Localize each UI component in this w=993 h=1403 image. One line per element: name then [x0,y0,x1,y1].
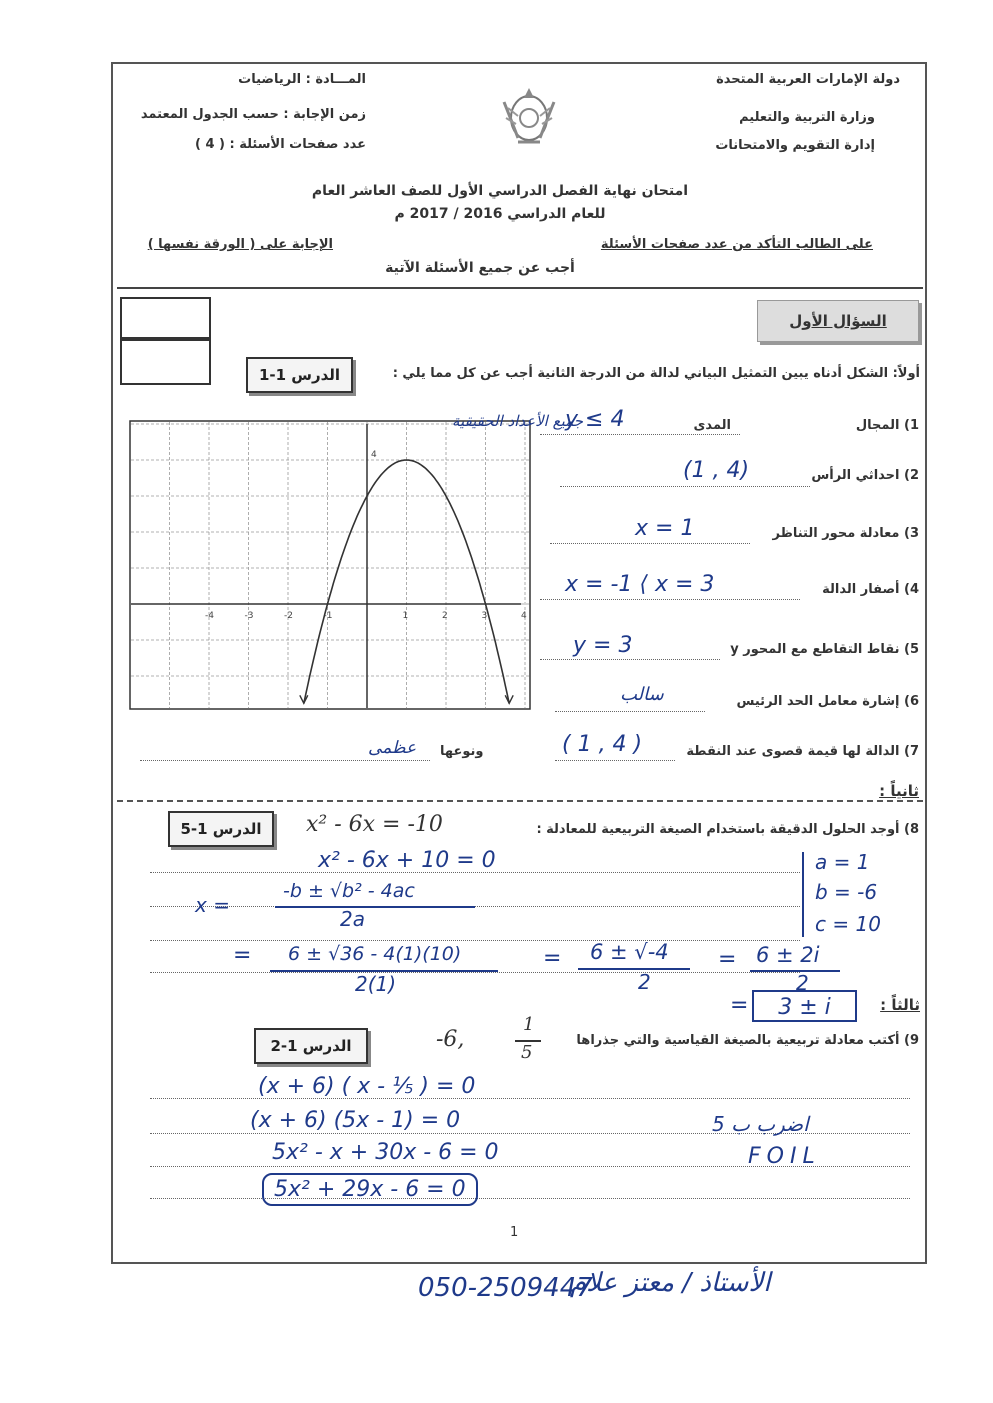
q1-answer-line [540,434,740,435]
answer-time-label: زمن الإجابة : حسب الجدول المعتمد [140,107,366,122]
q2-label: 2) احداثي الرأس [811,468,919,483]
teacher-name: الأستاذ / معتز علام [570,1268,771,1298]
q8-label: 8) أوجد الحلول الدقيقة باستخدام الصيغة التربيعية للمعادلة : [536,822,919,837]
q7-label: 7) الدالة لها قيمة قصوى عند النقطة [686,744,919,759]
q7-point-answer: ( 1 , 4 ) [562,732,643,757]
q8-line-2 [150,906,800,907]
q9-note-foil: FOIL [748,1144,821,1169]
q3-answer-line [550,543,750,544]
q3-answer: x = 1 [635,516,695,541]
q1-range-answer: y ≤ 4 [565,407,625,432]
q5-answer: y = 3 [573,633,633,658]
formula-numerator: -b ± √b² - 4ac [283,880,415,902]
country-name: دولة الإمارات العربية المتحدة [716,72,900,87]
part1-intro: أولاً: الشكل أدناه يبين التمثيل البياني لدالة من الدرجة الثانية أجب عن كل مما يلي : [392,366,920,381]
formula-fraction-bar [275,906,475,908]
q7-type-answer: عظمى [368,738,417,758]
part2-separator [117,800,923,802]
lesson-1-5-badge: الدرس 1-5 [168,811,274,847]
simplified-fraction-bar [750,970,840,972]
simplified-denominator: 2 [796,971,809,995]
y-tick-label: 4 [371,450,377,460]
q9-work-line3: 5x² - x + 30x - 6 = 0 [272,1140,499,1165]
q1-domain-answer: جميع الأعداد الحقيقية [452,412,584,430]
answer-on-paper-note: الإجابة على ( الورقة نفسها ) [147,237,333,252]
x-tick-label: -4 [205,611,214,621]
emblem-icon [498,82,560,150]
q3-label: 3) معادلة محور التناظر [772,526,919,541]
page-number: 1 [510,1225,519,1240]
subject-label: المـــادة : الرياضيات [238,72,366,87]
q8-equation: x² - 6x = -10 [306,812,443,837]
equals-2: = [543,946,562,971]
parabola-graph [129,420,531,710]
substituted-denominator: 2(1) [355,972,397,996]
q6-answer: سالب [620,684,664,705]
step-fraction-bar [578,968,690,970]
academic-year: للعام الدراسي 2016 / 2017 م [394,206,606,222]
q1-range-label: المدى [693,418,731,433]
coef-bracket [802,852,804,937]
q9-work-line1: (x + 6) ( x - ⅕ ) = 0 [258,1074,476,1099]
x-equals: x = [195,893,230,917]
part3-title: ثالثاً : [880,996,920,1014]
score-box-top[interactable] [120,297,211,339]
q9-root2-denominator: 5 [521,1042,533,1063]
q9-label: 9) أكتب معادلة تربيعية بالصيغة القياسية والتي جذراها [576,1033,919,1048]
question-one-title: السؤال الأول [757,300,919,342]
department-name: إدارة التقويم والامتحانات [715,138,875,153]
q8-line-4 [150,972,800,973]
page-count-label: عدد صفحات الأسئلة : ( 4 ) [195,137,366,152]
header-separator [117,287,923,289]
q9-note-multiply: اضرب ب 5 [712,1112,809,1136]
equals-1: = [233,943,252,968]
coef-c: c = 10 [815,912,881,936]
substituted-numerator: 6 ± √36 - 4(1)(10) [288,943,462,965]
q2-answer: (1 , 4) [683,458,750,483]
q6-answer-line [555,711,705,712]
x-tick-label: 2 [442,611,448,621]
q4-answer-line [540,599,800,600]
q9-work-line2: (x + 6) (5x - 1) = 0 [250,1108,461,1133]
simplified-numerator: 6 ± 2i [756,943,820,967]
q5-label: 5) نقاط التقاطع مع المحور y [730,642,919,657]
q7-point-line [555,760,675,761]
x-tick-label: -1 [323,611,333,621]
q8-line-3 [150,940,800,941]
exam-title: امتحان نهاية الفصل الدراسي الأول للصف العاشر العام [311,183,689,199]
q6-label: 6) إشارة معامل الحد الرئيس [736,694,919,709]
final-answer-box: 3 ± i [752,990,857,1022]
q4-label: 4) أصفار الدالة [822,582,919,597]
graph-frame [130,421,530,709]
equals-3: = [718,947,737,972]
q5-answer-line [540,659,720,660]
x-tick-label: 3 [481,611,488,621]
x-tick-label: -2 [284,611,293,621]
q7-type-label: ونوعها [440,744,484,759]
q9-root1: -6, [436,1027,465,1052]
score-box-bottom[interactable] [120,339,211,385]
equals-4: = [730,993,749,1018]
step-numerator: 6 ± √-4 [590,940,669,964]
q9-root2-numerator: 1 [523,1014,535,1035]
coef-a: a = 1 [815,850,870,874]
coef-b: b = -6 [815,880,878,904]
x-tick-label: 1 [402,611,409,621]
x-tick-label: 4 [521,611,527,621]
x-tick-label: -3 [244,611,254,621]
q1-domain-label: 1) المجال [855,418,919,433]
part2-title: ثانياً : [879,782,919,800]
lesson-2-1-badge: الدرس 1-2 [254,1028,368,1064]
lesson-1-1-badge: الدرس 1-1 [246,357,353,393]
step-denominator: 2 [638,970,651,994]
ministry-name: وزارة التربية والتعليم [739,110,875,125]
check-pages-note: على الطالب التأكد من عدد صفحات الأسئلة [600,237,873,252]
q7-type-line [140,760,430,761]
q9-final-answer-box: 5x² + 29x - 6 = 0 [262,1173,478,1206]
q2-answer-line [560,486,810,487]
q4-answer: x = -1 ⟨ x = 3 [565,572,715,597]
formula-denominator: 2a [340,907,365,931]
teacher-phone: 050-2509447 [418,1273,593,1303]
answer-all-instruction: أجب عن جميع الأسئلة الآتية [385,260,575,276]
q8-work-line1: x² - 6x + 10 = 0 [318,848,496,873]
